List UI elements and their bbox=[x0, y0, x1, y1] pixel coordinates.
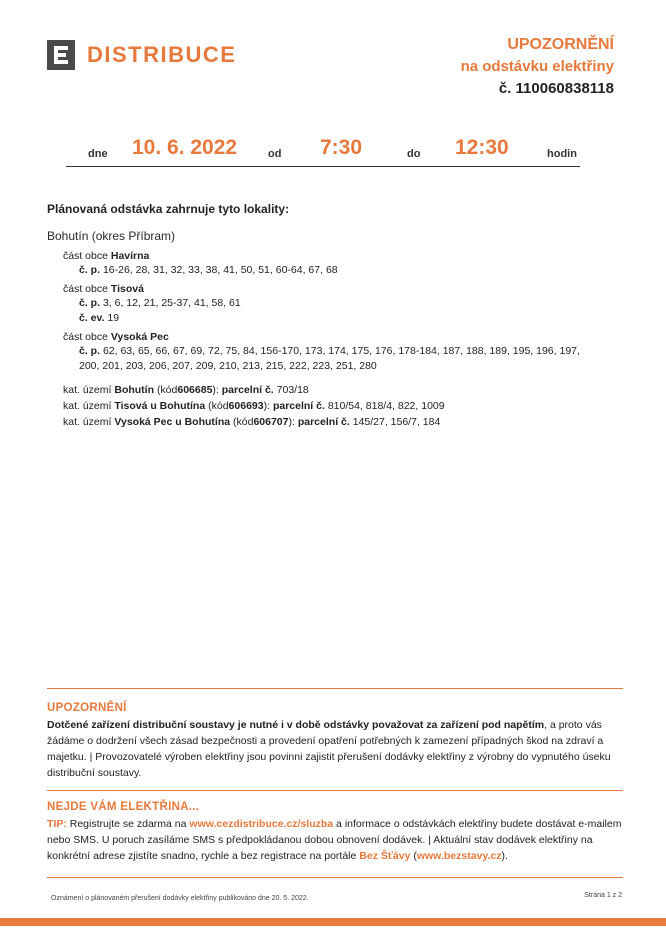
cp-label: č. p. bbox=[79, 297, 101, 309]
publication-note: Oznámení o plánovaném přerušení dodávky elektřiny publikováno dne 20. 5. 2022. bbox=[51, 895, 309, 902]
cp-values: 62, 63, 65, 66, 67, 69, 72, 75, 84, 156-170, 173, 174, 175, 176, 178-184, 187, 188, 189, 195, 196, 197, bbox=[102, 345, 580, 357]
cadastral-prefix: kat. území bbox=[63, 416, 112, 428]
house-numbers bbox=[79, 296, 627, 311]
part-prefix: část obce bbox=[63, 331, 108, 343]
code-end: ): bbox=[212, 384, 219, 396]
evidence-numbers bbox=[79, 311, 627, 326]
code-label: (kód bbox=[208, 400, 229, 412]
page-number: Strana 1 z 2 bbox=[584, 892, 622, 899]
from-label: od bbox=[268, 148, 282, 160]
brand-logo bbox=[47, 40, 236, 70]
cadastral-code: 606693 bbox=[228, 400, 264, 412]
locations-heading: Plánovaná odstávka zahrnuje tyto lokality: bbox=[47, 202, 290, 216]
cadastral-prefix: kat. území bbox=[63, 384, 112, 396]
warning-title: UPOZORNĚNÍ bbox=[47, 702, 127, 714]
notice-title: UPOZORNĚNÍ bbox=[507, 36, 614, 53]
house-numbers bbox=[79, 344, 627, 374]
tip-text bbox=[47, 816, 623, 864]
ev-values: 19 bbox=[107, 312, 120, 324]
divider bbox=[47, 790, 623, 791]
part-prefix: část obce bbox=[63, 250, 108, 262]
cp-values-continued: 200, 201, 203, 206, 207, 209, 210, 213, 215, 222, 223, 251, 280 bbox=[79, 360, 377, 372]
tip-text-2: a informace o odstávkách elektřiny budete dostávat e-mailem nebo SMS. U poruch zasíláme SMS s předpokládanou dobou obnovení dodávek. | Aktuální stav dodávek elektřiny na konkrétní adrese zjistíte snadno, rychle a bez registrace na portále bbox=[47, 818, 622, 862]
cp-label: č. p. bbox=[79, 264, 101, 276]
cp-values: 16-26, 28, 31, 32, 33, 38, 41, 50, 51, 60-64, 67, 68 bbox=[102, 264, 338, 276]
tip-text-1: Registrujte se zdarma na bbox=[66, 818, 190, 830]
part-name: Vysoká Pec bbox=[110, 331, 169, 343]
house-numbers bbox=[79, 263, 627, 278]
footer-divider bbox=[47, 877, 623, 878]
notice-number: č. 110060838118 bbox=[498, 80, 614, 97]
parcel-values: 145/27, 156/7, 184 bbox=[352, 416, 441, 428]
outage-date: 10. 6. 2022 bbox=[132, 136, 238, 159]
day-label: dne bbox=[88, 148, 108, 160]
cadastral-name: Tisová u Bohutína bbox=[114, 400, 206, 412]
cadastral-tisova bbox=[63, 398, 627, 414]
to-time: 12:30 bbox=[455, 136, 509, 159]
info-box bbox=[47, 688, 623, 864]
part-tisova bbox=[63, 282, 627, 296]
cp-label: č. p. bbox=[79, 345, 101, 357]
bezstavy-link[interactable]: www.bezstavy.cz bbox=[416, 850, 502, 862]
warning-text bbox=[47, 717, 623, 781]
schedule-row bbox=[66, 136, 580, 167]
code-end: ): bbox=[263, 400, 271, 412]
registration-link[interactable]: www.cezdistribuce.cz/sluzba bbox=[189, 818, 334, 830]
warning-bold-text: Dotčené zařízení distribuční soustavy je nutné i v době odstávky považovat za zařízení pod napětím bbox=[47, 719, 545, 731]
code-label: (kód bbox=[233, 416, 254, 428]
tip-text-4: ). bbox=[501, 850, 508, 862]
code-label: (kód bbox=[156, 384, 178, 396]
cadastral-code: 606707 bbox=[253, 416, 289, 428]
tip-text-3: ( bbox=[410, 850, 417, 862]
brand-name: DISTRIBUCE bbox=[87, 42, 237, 67]
parcel-label: parcelní č. bbox=[272, 400, 325, 412]
cez-e-logo-icon bbox=[47, 40, 75, 70]
parcel-values: 810/54, 818/4, 822, 1009 bbox=[327, 400, 445, 412]
ev-label: č. ev. bbox=[79, 312, 105, 324]
cadastral-bohutin bbox=[63, 382, 627, 398]
bottom-band bbox=[0, 918, 666, 926]
tip-title: NEJDE VÁM ELEKTŘINA... bbox=[47, 801, 200, 813]
parcel-label: parcelní č. bbox=[221, 384, 274, 396]
part-vysoka-pec bbox=[63, 330, 627, 344]
locations-section bbox=[47, 202, 627, 430]
hours-label: hodin bbox=[547, 148, 577, 160]
parcel-label: parcelní č. bbox=[297, 416, 350, 428]
city-name: Bohutín (okres Příbram) bbox=[47, 229, 176, 243]
cadastral-code: 606685 bbox=[177, 384, 213, 396]
notice-header bbox=[461, 34, 614, 100]
portal-name: Bez Šťávy bbox=[359, 850, 411, 862]
part-prefix: část obce bbox=[63, 283, 108, 295]
warning-body-text: , a proto vás žádáme o dodržení všech zásad bezpečnosti a provedení opatření potřebných k zamezení případných škod na zdraví a majetku. | Provozovatelé výroben elektřiny jsou povinni zajistit přerušení dodávky elektřiny z výrobny do vypnutého úseku distribuční soustavy. bbox=[47, 719, 611, 779]
to-label: do bbox=[407, 148, 421, 160]
cadastral-name: Bohutín bbox=[114, 384, 155, 396]
notice-subtitle: na odstávku elektřiny bbox=[460, 58, 614, 75]
code-end: ): bbox=[288, 416, 295, 428]
cp-values: 3, 6, 12, 21, 25-37, 41, 58, 61 bbox=[102, 297, 241, 309]
parcel-values: 703/18 bbox=[276, 384, 309, 396]
part-name: Tisová bbox=[110, 283, 144, 295]
from-time: 7:30 bbox=[320, 136, 363, 159]
tip-label: TIP: bbox=[47, 818, 67, 830]
part-name: Havírna bbox=[110, 250, 150, 262]
cadastral-vysoka-pec bbox=[63, 414, 627, 430]
cadastral-prefix: kat. území bbox=[63, 400, 112, 412]
part-havirna bbox=[63, 249, 627, 263]
cadastral-name: Vysoká Pec u Bohutína bbox=[114, 416, 231, 428]
